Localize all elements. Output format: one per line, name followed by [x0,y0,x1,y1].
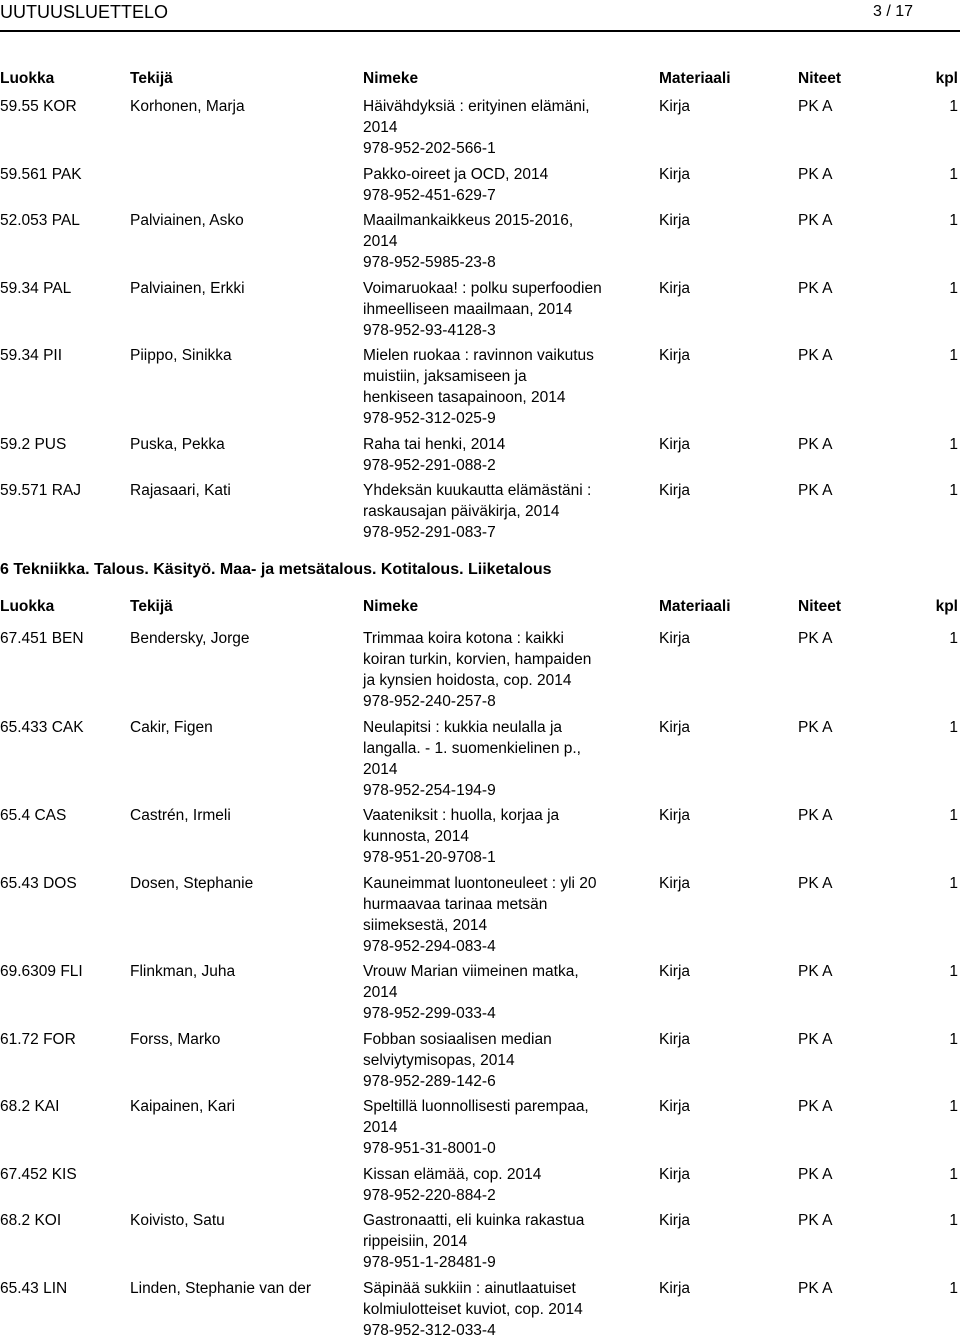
cell-kpl: 1 [949,807,958,824]
nimeke-line: 978-952-451-629-7 [363,186,496,204]
cell-niteet: PK A [798,435,833,453]
cell-niteet: PK A [798,874,833,892]
cell-nimeke [363,164,623,206]
cell-kpl: 1 [949,963,958,980]
nimeke-line: muistiin, jaksamiseen ja [363,368,527,385]
table-row [0,1096,960,1159]
cell-kpl: 1 [949,482,958,499]
cell-kpl: 1 [949,435,958,453]
col-niteet: Niteet [798,598,842,615]
nimeke-line: Vrouw Marian viimeinen matka, [363,963,579,980]
nimeke-line: Kauneimmat luontoneuleet : yli 20 [363,874,597,892]
nimeke-line: 2014 [363,984,398,1001]
cell-niteet: PK A [798,1165,833,1183]
cell-nimeke [363,961,623,1024]
cell-materiaali: Kirja [659,874,691,892]
nimeke-line: 978-952-93-4128-3 [363,321,496,339]
col-materiaali: Materiaali [659,70,731,87]
cell-tekija: Dosen, Stephanie [130,874,254,892]
cell-luokka: 59.55 KOR [0,98,77,115]
cell-kpl: 1 [949,212,958,229]
nimeke-line: Voimaruokaa! : polku superfoodien [363,279,602,297]
nimeke-line: 978-952-240-257-8 [363,693,496,710]
col-kpl: kpl [935,70,958,87]
cell-luokka: 68.2 KOI [0,1212,62,1229]
cell-niteet: PK A [798,718,833,736]
cell-tekija: Palviainen, Asko [130,212,244,229]
col-materiaali: Materiaali [659,598,731,615]
cell-nimeke [363,805,623,868]
table-row [0,717,960,801]
nimeke-line: 978-952-312-025-9 [363,410,496,427]
nimeke-line: Speltillä luonnollisesti parempaa, [363,1098,589,1115]
nimeke-line: Gastronaatti, eli kuinka rakastua [363,1212,585,1229]
cell-kpl: 1 [949,1165,958,1183]
nimeke-line: Vaateniksit : huolla, korjaa ja [363,807,560,824]
cell-luokka: 65.433 CAK [0,718,84,736]
nimeke-line: raskausajan päiväkirja, 2014 [363,503,560,520]
table-row [0,96,960,159]
table-row [0,1029,960,1092]
nimeke-line: 2014 [363,1119,398,1136]
nimeke-line: 978-952-299-033-4 [363,1005,496,1022]
table-row [0,1164,960,1206]
nimeke-line: 978-951-31-8001-0 [363,1140,496,1157]
table-row [0,164,960,206]
table-row [0,210,960,273]
cell-luokka: 65.43 DOS [0,874,77,892]
nimeke-line: henkiseen tasapainoon, 2014 [363,389,566,406]
nimeke-line: Pakko-oireet ja OCD, 2014 [363,165,549,183]
table-row [0,805,960,868]
cell-luokka: 59.2 PUS [0,435,67,453]
cell-niteet: PK A [798,963,833,980]
cell-materiaali: Kirja [659,1279,691,1297]
cell-tekija: Puska, Pekka [130,435,225,453]
col-luokka: Luokka [0,598,55,615]
cell-luokka: 65.4 CAS [0,807,67,824]
cell-kpl: 1 [949,874,958,892]
document-title: UUTUUSLUETTELO [0,2,169,22]
cell-tekija: Korhonen, Marja [130,98,245,115]
cell-niteet: PK A [798,1279,833,1297]
cell-materiaali: Kirja [659,1212,691,1229]
cell-materiaali: Kirja [659,718,691,736]
cell-nimeke [363,96,623,159]
cell-nimeke [363,434,623,476]
cell-niteet: PK A [798,98,833,115]
nimeke-line: 978-952-220-884-2 [363,1186,496,1204]
cell-tekija: Cakir, Figen [130,718,213,736]
cell-tekija: Linden, Stephanie van der [130,1279,311,1297]
nimeke-line: kunnosta, 2014 [363,828,470,845]
table-row [0,873,960,957]
nimeke-line: selviytymisopas, 2014 [363,1051,515,1069]
cell-nimeke [363,628,623,712]
catalog-section-1 [0,68,960,544]
nimeke-line: 978-952-202-566-1 [363,140,496,157]
cell-materiaali: Kirja [659,1030,691,1048]
cell-luokka: 59.34 PII [0,347,63,364]
nimeke-line: ja kynsien hoidosta, cop. 2014 [363,672,572,689]
cell-niteet: PK A [798,279,833,297]
cell-niteet: PK A [798,482,833,499]
cell-nimeke [363,480,623,543]
catalog-section-2 [0,596,960,1337]
cell-luokka: 52.053 PAL [0,212,80,229]
cell-nimeke [363,717,623,801]
cell-niteet: PK A [798,165,833,183]
cell-kpl: 1 [949,1212,958,1229]
cell-materiaali: Kirja [659,165,691,183]
cell-nimeke [363,873,623,957]
nimeke-line: 978-951-20-9708-1 [363,849,496,866]
cell-luokka: 67.451 BEN [0,630,84,647]
nimeke-line: kolmiulotteiset kuviot, cop. 2014 [363,1300,583,1318]
nimeke-line: Fobban sosiaalisen median [363,1030,552,1048]
page-header [0,0,960,24]
cell-nimeke [363,345,623,429]
cell-materiaali: Kirja [659,1098,691,1115]
cell-materiaali: Kirja [659,98,691,115]
nimeke-line: Kissan elämää, cop. 2014 [363,1165,542,1183]
table-row [0,278,960,341]
nimeke-line: 978-952-294-083-4 [363,937,496,955]
cell-materiaali: Kirja [659,1165,691,1183]
nimeke-line: Raha tai henki, 2014 [363,435,506,453]
cell-luokka: 68.2 KAI [0,1098,60,1115]
cell-tekija: Palviainen, Erkki [130,279,245,297]
table-row [0,345,960,429]
nimeke-line: Yhdeksän kuukautta elämästäni : [363,482,592,499]
section-title: 6 Tekniikka. Talous. Käsityö. Maa- ja metsätalous. Kotitalous. Liiketalous [0,561,552,578]
nimeke-line: ihmeelliseen maailmaan, 2014 [363,300,573,318]
table-header [0,68,960,92]
cell-nimeke [363,278,623,341]
cell-nimeke [363,1278,623,1341]
cell-tekija: Flinkman, Juha [130,963,236,980]
cell-tekija: Kaipainen, Kari [130,1098,236,1115]
cell-materiaali: Kirja [659,279,691,297]
cell-nimeke [363,1029,623,1092]
nimeke-line: 978-952-312-033-4 [363,1321,496,1339]
cell-nimeke [363,1210,623,1273]
col-nimeke: Nimeke [363,598,419,615]
cell-materiaali: Kirja [659,807,691,824]
nimeke-line: 978-951-1-28481-9 [363,1254,496,1271]
cell-luokka: 69.6309 FLI [0,963,83,980]
cell-nimeke [363,1096,623,1159]
cell-luokka: 59.571 RAJ [0,482,81,499]
cell-tekija: Forss, Marko [130,1030,221,1048]
cell-niteet: PK A [798,212,833,229]
cell-niteet: PK A [798,1098,833,1115]
nimeke-line: 978-952-254-194-9 [363,781,496,799]
nimeke-line: 2014 [363,760,398,778]
nimeke-line: 978-952-289-142-6 [363,1072,496,1090]
cell-niteet: PK A [798,347,833,364]
cell-kpl: 1 [949,165,958,183]
cell-materiaali: Kirja [659,482,691,499]
cell-materiaali: Kirja [659,435,691,453]
cell-kpl: 1 [949,1279,958,1297]
table-body [0,96,960,543]
nimeke-line: Maailmankaikkeus 2015-2016, [363,212,574,229]
cell-kpl: 1 [949,347,958,364]
cell-tekija: Bendersky, Jorge [130,630,250,647]
cell-niteet: PK A [798,630,833,647]
table-header [0,596,960,620]
cell-luokka: 59.34 PAL [0,279,72,297]
nimeke-line: 2014 [363,233,398,250]
nimeke-line: Trimmaa koira kotona : kaikki [363,630,564,647]
nimeke-line: Häivähdyksiä : erityinen elämäni, [363,98,590,115]
col-tekija: Tekijä [130,598,173,615]
cell-luokka: 67.452 KIS [0,1165,77,1183]
cell-kpl: 1 [949,718,958,736]
cell-niteet: PK A [798,807,833,824]
nimeke-line: koiran turkin, korvien, hampaiden [363,651,592,668]
table-row [0,1278,960,1341]
cell-niteet: PK A [798,1212,833,1229]
cell-luokka: 61.72 FOR [0,1030,76,1048]
cell-tekija: Koivisto, Satu [130,1212,225,1229]
nimeke-line: 978-952-291-088-2 [363,456,496,474]
cell-materiaali: Kirja [659,630,691,647]
cell-materiaali: Kirja [659,963,691,980]
cell-kpl: 1 [949,1098,958,1115]
nimeke-line: hurmaavaa tarinaa metsän [363,895,548,913]
page-number: 3 / 17 [872,3,913,20]
nimeke-line: langalla. - 1. suomenkielinen p., [363,739,581,757]
cell-nimeke [363,210,623,273]
cell-kpl: 1 [949,630,958,647]
cell-materiaali: Kirja [659,347,691,364]
nimeke-line: 978-952-291-083-7 [363,524,496,541]
col-niteet: Niteet [798,70,842,87]
table-row [0,434,960,476]
table-row [0,480,960,543]
cell-tekija: Rajasaari, Kati [130,482,231,499]
cell-luokka: 59.561 PAK [0,165,82,183]
nimeke-line: Säpinää sukkiin : ainutlaatuiset [363,1279,576,1297]
cell-materiaali: Kirja [659,212,691,229]
cell-nimeke [363,1164,623,1206]
table-row [0,1210,960,1273]
col-luokka: Luokka [0,70,55,87]
cell-kpl: 1 [949,1030,958,1048]
cell-tekija: Castrén, Irmeli [130,807,231,824]
nimeke-line: 978-952-5985-23-8 [363,254,496,271]
cell-tekija: Piippo, Sinikka [130,347,232,364]
nimeke-line: Neulapitsi : kukkia neulalla ja [363,718,563,736]
header-rule [0,30,960,32]
col-kpl: kpl [935,598,958,615]
table-row [0,628,960,712]
cell-kpl: 1 [949,98,958,115]
nimeke-line: 2014 [363,119,398,136]
col-tekija: Tekijä [130,70,173,87]
cell-niteet: PK A [798,1030,833,1048]
nimeke-line: siimeksestä, 2014 [363,916,488,934]
col-nimeke: Nimeke [363,70,419,87]
table-body [0,628,960,1341]
nimeke-line: rippeisiin, 2014 [363,1233,468,1250]
nimeke-line: Mielen ruokaa : ravinnon vaikutus [363,347,594,364]
table-row [0,961,960,1024]
cell-luokka: 65.43 LIN [0,1279,68,1297]
cell-kpl: 1 [949,279,958,297]
